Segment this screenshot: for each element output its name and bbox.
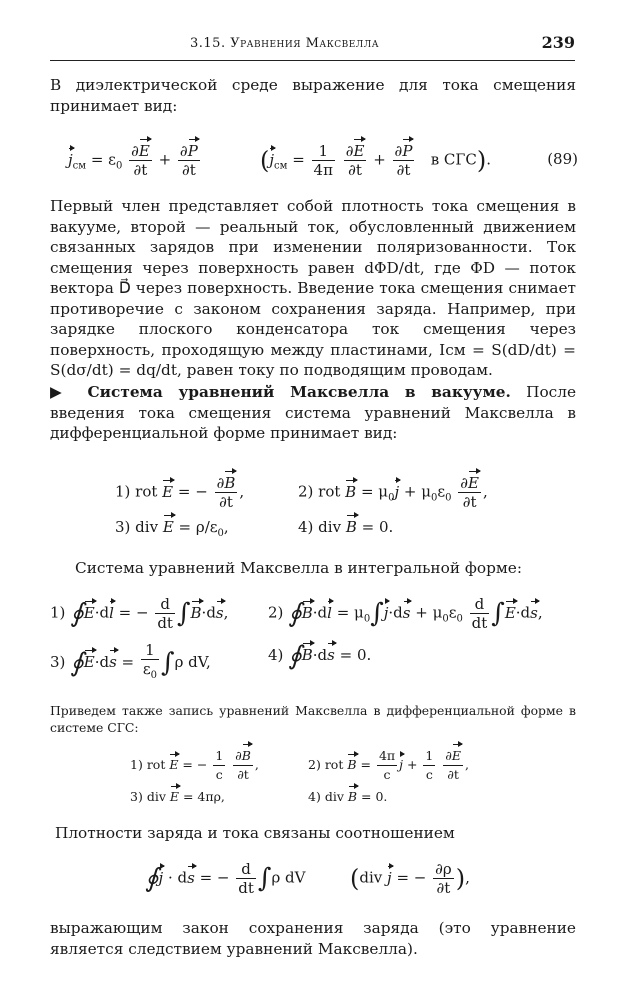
section-text: После введения тока смещения система уравнений Максвелла в дифференциальной форме принимает вид: xyxy=(50,383,576,442)
page-number: 239 xyxy=(541,33,575,52)
eq-int-1: 1) ∮E·dl = − $\frac{d}{dt}$ ∫B·ds, xyxy=(50,595,229,632)
running-title: 3.15. Уравнения Максвелла xyxy=(190,36,380,51)
continuity-equation xyxy=(145,858,495,908)
eq89-cgs: ($j_{см}$ = $\frac{1}{4\pi}$ $\frac{\partial E}{\partial t}$ + $\frac{\partial P}{\partial t}$ в СГС). xyxy=(260,142,491,179)
eq-cgs-1: 1) rot E = − $\frac{1}{c}$ $\frac{\partial B}{\partial t}$ , xyxy=(130,748,259,782)
eq-cgs-4: 4) div B = 0. xyxy=(308,789,388,804)
intro-paragraph xyxy=(50,75,576,116)
maxwell-cgs xyxy=(130,745,530,815)
continuity-intro-text: Плотности заряда и тока связаны соотношением xyxy=(55,824,455,842)
eq-diff-1: 1) rot E = − $\frac{\partial B}{\partial t}$ , xyxy=(115,474,245,511)
eq-int-4: 4) ∮B·ds = 0. xyxy=(268,641,372,671)
section-vacuum xyxy=(50,382,576,444)
maxwell-integral xyxy=(50,595,575,680)
closing-text: выражающим закон сохранения заряда (это уравнение является следствием уравнений Максвелла). xyxy=(50,919,576,958)
intro-text: В диэлектрической среде выражение для тока смещения принимает вид: xyxy=(50,76,576,115)
cgs-label: в СГС xyxy=(430,150,477,169)
eq89-si: $j_{см} = \varepsilon_0$ $\frac{\partial E}{\partial t}$ + $\frac{\partial P}{\partial t}$ xyxy=(68,142,198,179)
eq-int-2: 2) ∮B·dl = $\mu_0\int j\cdot ds + \mu_0\varepsilon_0$ $\frac{d}{dt}$ ∫E·ds, xyxy=(268,595,543,632)
cgs-note xyxy=(50,702,576,736)
integral-intro-text: Система уравнений Максвелла в интегральной форме: xyxy=(75,559,522,577)
cgs-note-text: Приведем также запись уравнений Максвелла в дифференциальной форме в системе СГС: xyxy=(50,703,576,735)
eq-continuity-differential: (div j = − $\frac{\partial\rho}{\partial t}$ ), xyxy=(350,860,470,897)
eq-cgs-2: 2) rot B = $\frac{4\pi}{c}$ j + $\frac{1}{c}$ $\frac{\partial E}{\partial t}$ , xyxy=(308,748,469,782)
eq-cgs-3: 3) div E = 4πρ, xyxy=(130,789,225,804)
integral-intro xyxy=(75,558,575,579)
paragraph1-text: Первый член представляет собой плотность тока смещения в вакууме, второй — реальный ток, обусловленный движением связанных зарядов при изменении поляризованности. Ток смещения через поверхность равен dΦD/dt, где ΦD — поток вектора D⃗ через поверхность. Введение тока смещения снимает противоречие с законом сохранения заряда. Например, при зарядке плоского конденсатора ток смещения через поверхность, проходящую между пластинами, Iсм = S(dD/dt) = S(dσ/dt) = dq/dt, равен току по подводящим проводам. xyxy=(50,197,576,379)
eq-diff-3: 3) div $E = \rho/\varepsilon_0$, xyxy=(115,518,229,539)
continuity-intro xyxy=(55,823,575,844)
equation-89 xyxy=(68,130,578,178)
page-header xyxy=(50,28,575,61)
maxwell-differential xyxy=(115,470,535,550)
paragraph-displacement-current xyxy=(50,196,576,381)
closing-paragraph xyxy=(50,918,576,959)
eq-continuity-integral: ∮j · ds = − $\frac{d}{dt}$ ∫ρ dV xyxy=(145,860,306,897)
eq-int-3: 3) ∮E·ds = $\frac{1}{\varepsilon_0}$ ∫ρ dV, xyxy=(50,641,211,681)
section-heading: Система уравнений Максвелла в вакууме. xyxy=(87,383,511,401)
eq-diff-2: 2) rot $B = \mu_0j + \mu_0\varepsilon_0$ $\frac{\partial E}{\partial t}$ , xyxy=(298,474,488,511)
section-marker: ▶ xyxy=(50,383,73,401)
eq-diff-4: 4) div B = 0. xyxy=(298,518,394,536)
equation-number: (89) xyxy=(547,150,578,168)
